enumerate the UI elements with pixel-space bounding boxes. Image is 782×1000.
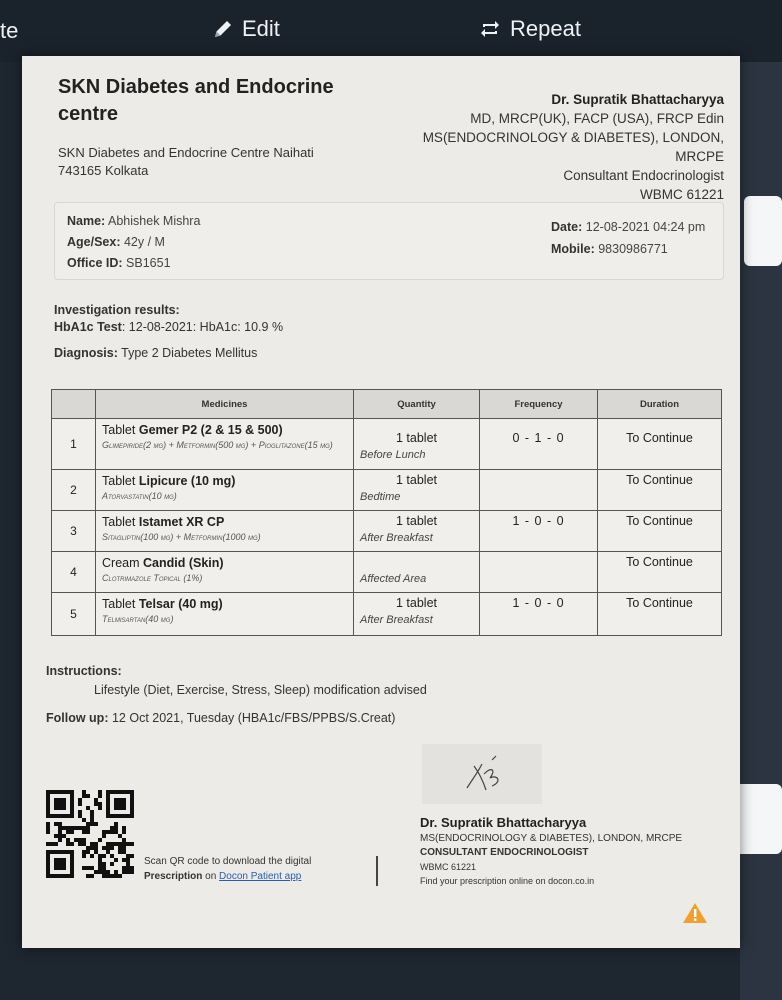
edit-button[interactable] xyxy=(212,16,280,42)
quantity-note: After Breakfast xyxy=(360,532,433,544)
footer-doctor-name: Dr. Supratik Bhattacharyya xyxy=(420,815,587,830)
medicine-generic: Atorvastatin(10 mg) xyxy=(102,491,177,501)
doctor-header xyxy=(394,90,724,204)
medicine-generic: Clotrimazole Topical (1%) xyxy=(102,573,203,583)
table-row xyxy=(52,419,722,470)
duration-cell: To Continue xyxy=(598,470,722,511)
footer-doctor xyxy=(420,814,682,888)
medicines-table xyxy=(51,389,722,636)
quantity-cell: 1 tablet After Breakfast xyxy=(354,511,480,552)
clinic-name: SKN Diabetes and Endocrine centre xyxy=(58,76,334,125)
doctor-registration: WBMC 61221 xyxy=(639,187,724,202)
edit-label: Edit xyxy=(242,16,280,41)
medicine-cell: Tablet Gemer P2 (2 & 15 & 500) Glimepiride(2 mg) + Metformin(500 mg) + Pioglitazone(15 mg) xyxy=(96,419,354,470)
doctor-name: Dr. Supratik Bhattacharyya xyxy=(551,92,724,107)
footer-doctor-qualification: MS(ENDOCRINOLOGY & DIABETES), LONDON, MRCPE xyxy=(420,833,683,844)
prescription-date-row: Date: 12-08-2021 04:24 pm xyxy=(551,220,706,234)
column-header-duration: Duration xyxy=(598,390,722,419)
partial-toolbar-label[interactable]: te xyxy=(0,18,19,43)
pencil-icon xyxy=(212,18,234,40)
patient-mobile-row: Mobile: 9830986771 xyxy=(551,242,668,256)
column-header-medicines: Medicines xyxy=(96,390,354,419)
investigation-heading: Investigation results: xyxy=(54,303,180,317)
medicine-name: Candid (Skin) xyxy=(143,556,224,570)
repeat-icon xyxy=(478,18,502,40)
quantity-note: Before Lunch xyxy=(360,449,426,461)
signature-graphic xyxy=(422,744,542,804)
medicine-generic: Glimepiride(2 mg) + Metformin(500 mg) + Pioglitazone(15 mg) xyxy=(102,440,333,450)
medicine-name: Telsar (40 mg) xyxy=(138,597,223,611)
row-number: 5 xyxy=(52,593,96,636)
patient-office-row: Office ID: SB1651 xyxy=(67,256,171,270)
column-header-quantity: Quantity xyxy=(354,390,480,419)
patient-mobile: 9830986771 xyxy=(598,242,668,256)
duration-cell: To Continue xyxy=(598,552,722,593)
qr-code-graphic xyxy=(46,790,134,878)
medicine-generic: Telmisartan(40 mg) xyxy=(102,614,174,624)
quantity-note: Bedtime xyxy=(360,491,401,503)
diagnosis: Diagnosis: Type 2 Diabetes Mellitus xyxy=(54,346,258,360)
duration-cell: To Continue xyxy=(598,593,722,636)
doctor-qualification: MRCPE xyxy=(675,149,724,164)
prescription-document xyxy=(22,56,740,948)
warning-icon[interactable] xyxy=(682,902,708,929)
medicine-cell: Tablet Telsar (40 mg) Telmisartan(40 mg) xyxy=(96,593,354,636)
row-number: 3 xyxy=(52,511,96,552)
frequency-cell xyxy=(480,552,598,593)
table-row xyxy=(52,552,722,593)
quantity-note: Affected Area xyxy=(360,573,427,585)
table-row xyxy=(52,511,722,552)
prescription-date: 12-08-2021 04:24 pm xyxy=(585,220,706,234)
duration-cell: To Continue xyxy=(598,419,722,470)
row-number: 1 xyxy=(52,419,96,470)
frequency-cell: 1 - 0 - 0 xyxy=(480,511,598,552)
medicine-name: Gemer P2 (2 & 15 & 500) xyxy=(138,423,283,437)
patient-name-row: Name: Abhishek Mishra xyxy=(67,214,201,228)
medicine-cell: Tablet Istamet XR CP Sitagliptin(100 mg) + Metformin(1000 mg) xyxy=(96,511,354,552)
follow-up: Follow up: 12 Oct 2021, Tuesday (HBA1c/FBS/PPBS/S.Creat) xyxy=(46,711,396,725)
patient-name: Abhishek Mishra xyxy=(108,214,201,228)
table-row xyxy=(52,470,722,511)
footer-doctor-title: CONSULTANT ENDOCRINOLOGIST xyxy=(420,847,589,858)
patient-agesex-row: Age/Sex: 42y / M xyxy=(67,235,165,249)
doctor-qualification: MD, MRCP(UK), FACP (USA), FRCP Edin xyxy=(470,111,724,126)
footer-doctor-registration: WBMC 61221 xyxy=(420,862,477,872)
divider xyxy=(376,856,378,886)
frequency-cell: 1 - 0 - 0 xyxy=(480,593,598,636)
instructions-heading: Instructions: xyxy=(46,664,122,678)
medicine-generic: Sitagliptin(100 mg) + Metformin(1000 mg) xyxy=(102,532,261,542)
frequency-cell: 0 - 1 - 0 xyxy=(480,419,598,470)
qr-instructions: Scan QR code to download the digital Prescription on Docon Patient app xyxy=(144,856,312,882)
doctor-title: Consultant Endocrinologist xyxy=(563,168,724,183)
doctor-qualification: MS(ENDOCRINOLOGY & DIABETES), LONDON, xyxy=(422,130,724,145)
instructions-text: Lifestyle (Diet, Exercise, Stress, Sleep) modification advised xyxy=(94,683,427,697)
clinic-address-line2: 743165 Kolkata xyxy=(58,163,149,178)
quantity-cell: 1 tablet Bedtime xyxy=(354,470,480,511)
background-card xyxy=(744,196,782,266)
patient-info-box xyxy=(54,202,724,280)
quantity-cell xyxy=(354,552,480,593)
duration-cell: To Continue xyxy=(598,511,722,552)
investigation-section xyxy=(54,302,283,336)
table-header-row xyxy=(52,390,722,419)
medicine-name: Istamet XR CP xyxy=(138,515,225,529)
repeat-button[interactable] xyxy=(478,16,581,42)
row-number: 2 xyxy=(52,470,96,511)
medicine-cell: Cream Candid (Skin) Clotrimazole Topical (1%) xyxy=(96,552,354,593)
clinic-address xyxy=(58,144,358,180)
column-header-frequency: Frequency xyxy=(480,390,598,419)
top-toolbar xyxy=(0,0,782,62)
quantity-cell: 1 tablet After Breakfast xyxy=(354,593,480,636)
signature xyxy=(422,744,542,804)
footer-note: Find your prescription online on docon.co.in xyxy=(420,876,595,886)
table-row xyxy=(52,593,722,636)
quantity-note: After Breakfast xyxy=(360,614,433,626)
frequency-cell xyxy=(480,470,598,511)
patient-office-id: SB1651 xyxy=(126,256,171,270)
qr-code-icon xyxy=(46,790,134,878)
docon-app-link[interactable]: Docon Patient app xyxy=(219,871,302,882)
row-number: 4 xyxy=(52,552,96,593)
medicine-name: Lipicure (10 mg) xyxy=(138,474,236,488)
investigation-result: HbA1c Test: 12-08-2021: HbA1c: 10.9 % xyxy=(54,320,284,334)
quantity-cell: 1 tablet Before Lunch xyxy=(354,419,480,470)
clinic-address-line1: SKN Diabetes and Endocrine Centre Naihati xyxy=(58,145,314,160)
column-header-number xyxy=(52,390,96,419)
medicine-cell: Tablet Lipicure (10 mg) Atorvastatin(10 mg) xyxy=(96,470,354,511)
patient-agesex: 42y / M xyxy=(123,235,165,249)
repeat-label: Repeat xyxy=(510,16,581,41)
